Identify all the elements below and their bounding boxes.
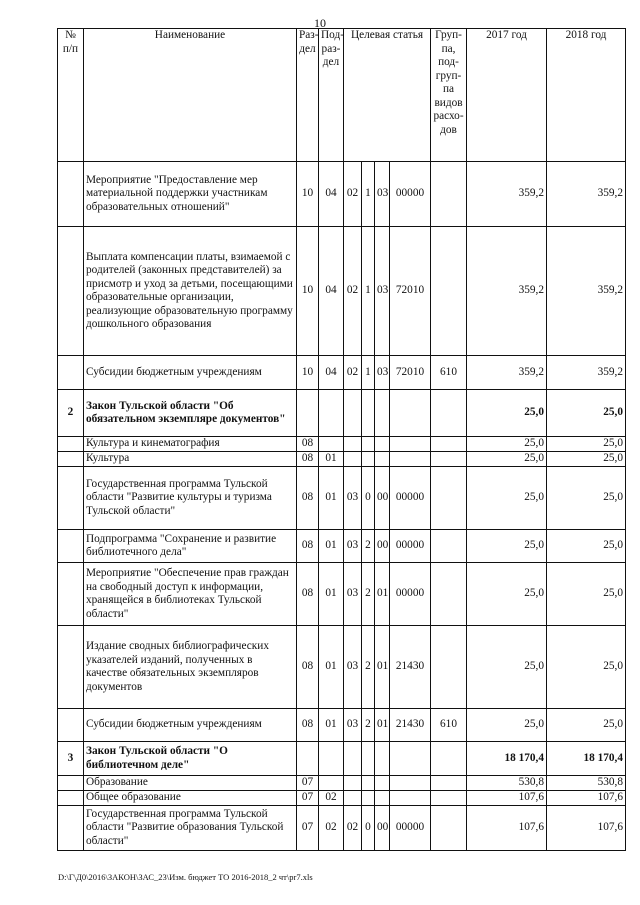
row-target-code: 72010 bbox=[390, 356, 431, 390]
row-amount-2017: 25,0 bbox=[467, 390, 547, 437]
header-num: № п/п bbox=[58, 29, 84, 162]
page-number: 10 bbox=[314, 16, 326, 30]
row-target-subprogram: 0 bbox=[362, 806, 375, 851]
row-num: 2 bbox=[58, 390, 84, 437]
row-target-subprogram bbox=[362, 390, 375, 437]
row-name: Субсидии бюджетным учреждениям bbox=[84, 356, 297, 390]
row-target-event: 00 bbox=[375, 806, 390, 851]
row-name: Общее образование bbox=[84, 791, 297, 806]
row-expense-group bbox=[431, 452, 467, 467]
row-amount-2017: 25,0 bbox=[467, 563, 547, 626]
row-target-code bbox=[390, 791, 431, 806]
row-amount-2017: 530,8 bbox=[467, 776, 547, 791]
row-num bbox=[58, 776, 84, 791]
row-razdel: 08 bbox=[297, 563, 319, 626]
table-row bbox=[58, 467, 626, 530]
row-target-program bbox=[344, 437, 362, 452]
row-target-event bbox=[375, 791, 390, 806]
row-name: Закон Тульской области "О библиотечном деле" bbox=[84, 742, 297, 776]
row-amount-2018: 25,0 bbox=[547, 626, 626, 709]
row-name: Культура bbox=[84, 452, 297, 467]
table-row bbox=[58, 626, 626, 709]
file-path-footer: D:\Г\Д0\2016\ЗАКОН\ЗАС_23\Изм. бюджет ТО 2016-2018_2 чт\pr7.xls bbox=[58, 872, 313, 882]
row-target-code: 00000 bbox=[390, 467, 431, 530]
row-target-code: 21430 bbox=[390, 626, 431, 709]
row-num bbox=[58, 530, 84, 563]
row-name: Подпрограмма "Сохранение и развитие библиотечного дела" bbox=[84, 530, 297, 563]
row-podrazdel: 04 bbox=[319, 162, 344, 227]
row-num bbox=[58, 709, 84, 742]
row-target-subprogram: 0 bbox=[362, 467, 375, 530]
row-podrazdel: 02 bbox=[319, 791, 344, 806]
row-num bbox=[58, 626, 84, 709]
row-target-event: 03 bbox=[375, 227, 390, 356]
row-name: Культура и кинематография bbox=[84, 437, 297, 452]
row-amount-2018: 25,0 bbox=[547, 390, 626, 437]
row-razdel: 07 bbox=[297, 806, 319, 851]
row-expense-group bbox=[431, 437, 467, 452]
table-row bbox=[58, 563, 626, 626]
row-target-program: 02 bbox=[344, 227, 362, 356]
row-num bbox=[58, 806, 84, 851]
row-expense-group bbox=[431, 530, 467, 563]
row-target-code: 00000 bbox=[390, 162, 431, 227]
header-name: Наименование bbox=[84, 29, 297, 162]
row-podrazdel: 01 bbox=[319, 452, 344, 467]
row-target-code: 00000 bbox=[390, 530, 431, 563]
row-target-code bbox=[390, 776, 431, 791]
header-podrazdel: Под- раз- дел bbox=[319, 29, 344, 162]
row-amount-2018: 107,6 bbox=[547, 806, 626, 851]
row-num bbox=[58, 162, 84, 227]
row-amount-2017: 25,0 bbox=[467, 467, 547, 530]
row-podrazdel: 02 bbox=[319, 806, 344, 851]
row-razdel: 08 bbox=[297, 437, 319, 452]
row-amount-2017: 107,6 bbox=[467, 791, 547, 806]
row-name: Субсидии бюджетным учреждениям bbox=[84, 709, 297, 742]
row-expense-group bbox=[431, 742, 467, 776]
table-row bbox=[58, 437, 626, 452]
row-target-event bbox=[375, 390, 390, 437]
row-expense-group: 610 bbox=[431, 709, 467, 742]
row-target-code bbox=[390, 390, 431, 437]
row-podrazdel bbox=[319, 742, 344, 776]
row-expense-group bbox=[431, 806, 467, 851]
row-target-program bbox=[344, 791, 362, 806]
row-target-subprogram: 2 bbox=[362, 626, 375, 709]
row-razdel: 07 bbox=[297, 776, 319, 791]
row-amount-2017: 359,2 bbox=[467, 356, 547, 390]
table-row bbox=[58, 162, 626, 227]
row-amount-2017: 25,0 bbox=[467, 530, 547, 563]
row-expense-group bbox=[431, 776, 467, 791]
row-amount-2018: 359,2 bbox=[547, 162, 626, 227]
row-amount-2017: 359,2 bbox=[467, 162, 547, 227]
row-num: 3 bbox=[58, 742, 84, 776]
row-razdel: 10 bbox=[297, 162, 319, 227]
row-expense-group bbox=[431, 791, 467, 806]
row-amount-2018: 359,2 bbox=[547, 356, 626, 390]
row-target-program bbox=[344, 776, 362, 791]
row-target-program: 03 bbox=[344, 709, 362, 742]
row-target-program: 02 bbox=[344, 356, 362, 390]
row-target-code: 72010 bbox=[390, 227, 431, 356]
row-name: Мероприятие "Обеспечение прав граждан на свободный доступ к информации, хранящейся в библиотеках Тульской области" bbox=[84, 563, 297, 626]
row-amount-2017: 25,0 bbox=[467, 452, 547, 467]
row-razdel: 08 bbox=[297, 452, 319, 467]
row-target-event: 01 bbox=[375, 563, 390, 626]
row-amount-2018: 25,0 bbox=[547, 452, 626, 467]
table-body bbox=[58, 162, 626, 851]
row-amount-2018: 25,0 bbox=[547, 467, 626, 530]
row-target-subprogram: 2 bbox=[362, 563, 375, 626]
row-amount-2017: 25,0 bbox=[467, 437, 547, 452]
row-podrazdel bbox=[319, 437, 344, 452]
row-target-event bbox=[375, 452, 390, 467]
row-razdel: 10 bbox=[297, 356, 319, 390]
row-target-event bbox=[375, 437, 390, 452]
row-expense-group bbox=[431, 467, 467, 530]
row-expense-group bbox=[431, 626, 467, 709]
row-num bbox=[58, 563, 84, 626]
row-target-code bbox=[390, 437, 431, 452]
row-amount-2017: 18 170,4 bbox=[467, 742, 547, 776]
row-num bbox=[58, 467, 84, 530]
row-razdel: 07 bbox=[297, 791, 319, 806]
row-amount-2017: 25,0 bbox=[467, 709, 547, 742]
row-amount-2018: 25,0 bbox=[547, 437, 626, 452]
row-target-event: 00 bbox=[375, 530, 390, 563]
row-target-program: 03 bbox=[344, 530, 362, 563]
row-expense-group: 610 bbox=[431, 356, 467, 390]
table-row bbox=[58, 356, 626, 390]
row-expense-group bbox=[431, 390, 467, 437]
row-target-subprogram bbox=[362, 742, 375, 776]
header-razdel: Раз- дел bbox=[297, 29, 319, 162]
row-target-program bbox=[344, 742, 362, 776]
table-row bbox=[58, 530, 626, 563]
row-num bbox=[58, 452, 84, 467]
table-row bbox=[58, 742, 626, 776]
row-podrazdel: 01 bbox=[319, 626, 344, 709]
row-amount-2018: 359,2 bbox=[547, 227, 626, 356]
table-row bbox=[58, 806, 626, 851]
header-row bbox=[58, 29, 626, 162]
row-amount-2017: 107,6 bbox=[467, 806, 547, 851]
table-row bbox=[58, 791, 626, 806]
header-group: Груп- па, под- груп- па видов расхо- дов bbox=[431, 29, 467, 162]
row-target-event: 01 bbox=[375, 709, 390, 742]
row-razdel bbox=[297, 742, 319, 776]
row-name: Выплата компенсации платы, взимаемой с родителей (законных представителей) за присмотр и уход за детьми, посещающими образовательные организации, реализующие образовательную программу дошкольного образования bbox=[84, 227, 297, 356]
row-amount-2018: 107,6 bbox=[547, 791, 626, 806]
row-amount-2018: 25,0 bbox=[547, 530, 626, 563]
row-target-code: 00000 bbox=[390, 806, 431, 851]
row-razdel: 08 bbox=[297, 709, 319, 742]
row-target-code: 00000 bbox=[390, 563, 431, 626]
row-target-subprogram bbox=[362, 452, 375, 467]
row-target-event: 01 bbox=[375, 626, 390, 709]
row-target-subprogram bbox=[362, 791, 375, 806]
row-num bbox=[58, 791, 84, 806]
row-name: Закон Тульской области "Об обязательном экземпляре документов" bbox=[84, 390, 297, 437]
row-name: Государственная программа Тульской области "Развитие культуры и туризма Тульской области" bbox=[84, 467, 297, 530]
header-2017: 2017 год bbox=[467, 29, 547, 162]
row-podrazdel: 01 bbox=[319, 530, 344, 563]
row-name: Образование bbox=[84, 776, 297, 791]
row-razdel: 08 bbox=[297, 467, 319, 530]
row-target-code bbox=[390, 452, 431, 467]
row-name: Государственная программа Тульской области "Развитие образования Тульской области" bbox=[84, 806, 297, 851]
row-target-code bbox=[390, 742, 431, 776]
table-row bbox=[58, 709, 626, 742]
row-amount-2018: 25,0 bbox=[547, 709, 626, 742]
row-target-event: 03 bbox=[375, 356, 390, 390]
table-row bbox=[58, 227, 626, 356]
row-target-code: 21430 bbox=[390, 709, 431, 742]
budget-table bbox=[57, 28, 626, 851]
row-amount-2018: 25,0 bbox=[547, 563, 626, 626]
row-name: Мероприятие "Предоставление мер материальной поддержки участникам образовательных отношений" bbox=[84, 162, 297, 227]
row-name: Издание сводных библиографических указателей изданий, полученных в качестве обязательных экземпляров документов bbox=[84, 626, 297, 709]
row-num bbox=[58, 437, 84, 452]
row-razdel: 08 bbox=[297, 626, 319, 709]
table-row bbox=[58, 390, 626, 437]
row-target-event bbox=[375, 776, 390, 791]
row-expense-group bbox=[431, 162, 467, 227]
row-target-event: 00 bbox=[375, 467, 390, 530]
row-target-subprogram: 1 bbox=[362, 356, 375, 390]
table-row bbox=[58, 452, 626, 467]
row-target-program: 02 bbox=[344, 162, 362, 227]
row-podrazdel: 01 bbox=[319, 563, 344, 626]
row-target-subprogram: 1 bbox=[362, 227, 375, 356]
row-amount-2017: 25,0 bbox=[467, 626, 547, 709]
row-target-subprogram: 2 bbox=[362, 530, 375, 563]
row-razdel: 08 bbox=[297, 530, 319, 563]
row-num bbox=[58, 356, 84, 390]
row-amount-2018: 530,8 bbox=[547, 776, 626, 791]
row-amount-2017: 359,2 bbox=[467, 227, 547, 356]
row-target-program bbox=[344, 390, 362, 437]
row-expense-group bbox=[431, 227, 467, 356]
row-target-program bbox=[344, 452, 362, 467]
row-target-subprogram bbox=[362, 437, 375, 452]
row-amount-2018: 18 170,4 bbox=[547, 742, 626, 776]
header-target: Целевая статья bbox=[344, 29, 431, 162]
row-target-event: 03 bbox=[375, 162, 390, 227]
row-target-subprogram: 1 bbox=[362, 162, 375, 227]
row-target-program: 03 bbox=[344, 467, 362, 530]
header-2018: 2018 год bbox=[547, 29, 626, 162]
row-expense-group bbox=[431, 563, 467, 626]
row-target-subprogram: 2 bbox=[362, 709, 375, 742]
row-razdel: 10 bbox=[297, 227, 319, 356]
row-razdel bbox=[297, 390, 319, 437]
row-num bbox=[58, 227, 84, 356]
row-target-program: 02 bbox=[344, 806, 362, 851]
row-podrazdel: 04 bbox=[319, 356, 344, 390]
row-podrazdel: 04 bbox=[319, 227, 344, 356]
row-target-program: 03 bbox=[344, 563, 362, 626]
row-podrazdel bbox=[319, 776, 344, 791]
row-target-program: 03 bbox=[344, 626, 362, 709]
row-podrazdel: 01 bbox=[319, 467, 344, 530]
row-target-event bbox=[375, 742, 390, 776]
row-podrazdel: 01 bbox=[319, 709, 344, 742]
row-podrazdel bbox=[319, 390, 344, 437]
row-target-subprogram bbox=[362, 776, 375, 791]
table-row bbox=[58, 776, 626, 791]
